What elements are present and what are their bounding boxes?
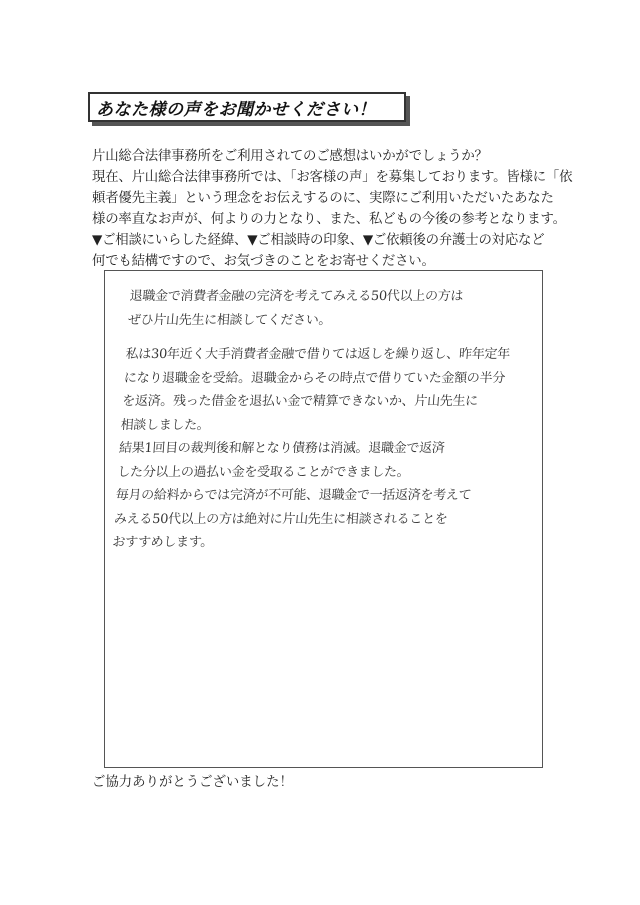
handwritten-letter-box xyxy=(104,270,543,768)
paragraph-spacer xyxy=(126,332,537,343)
handwritten-letter-text xyxy=(112,285,541,555)
letter-line: 結果1回目の裁判後和解となり債務は消滅。退職金で返済 xyxy=(118,441,445,456)
header-title-box xyxy=(88,92,406,122)
intro-line: 何でも結構ですので、お気づきのことをお寄せください。 xyxy=(92,254,435,269)
letter-line: になり退職金を受給。退職金からその時点で借りていた金額の半分 xyxy=(123,370,506,386)
letter-line: 相談しました。 xyxy=(120,417,211,433)
intro-line: 現在、片山総合法律事務所では、「お客様の声」を募集しております。皆様に「依 xyxy=(92,170,573,185)
closing-message: ご協力ありがとうございました！ xyxy=(92,775,293,790)
letter-line: ぜひ片山先生に相談してください。 xyxy=(127,312,332,328)
letter-line: おすすめします。 xyxy=(111,535,214,550)
intro-line: ▼ご相談にいらした経緯、▼ご相談時の印象、▼ご依頼後の弁護士の対応など xyxy=(92,233,545,248)
intro-line: 頼者優先主義」という理念をお伝えするのに、実際にご利用いただいたあなた xyxy=(92,191,554,206)
letter-line: 毎月の給料からでは完済が不可能、退職金で一括返済を考えて xyxy=(115,488,472,503)
intro-line: 片山総合法律事務所をご利用されてのご感想はいかがでしょうか？ xyxy=(92,149,488,164)
letter-line: を返済。残った借金を退払い金で精算できないか、片山先生に xyxy=(121,394,479,409)
intro-line: 様の率直なお声が、何よりの力となり、また、私どもの今後の参考となります。 xyxy=(92,212,566,227)
letter-line: 退職金で消費者金融の完済を考えてみえる50代以上の方は xyxy=(129,289,464,304)
intro-text xyxy=(92,146,573,272)
page-title: あなた様の声をお聞かせください！ xyxy=(96,99,376,120)
letter-line: みえる50代以上の方は絶対に片山先生に相談されることを xyxy=(113,511,449,527)
letter-line: した分以上の過払い金を受取ることができました。 xyxy=(116,464,410,480)
letter-line: 私は30年近く大手消費者金融で借りては返しを繰り返し、昨年定年 xyxy=(125,347,511,362)
